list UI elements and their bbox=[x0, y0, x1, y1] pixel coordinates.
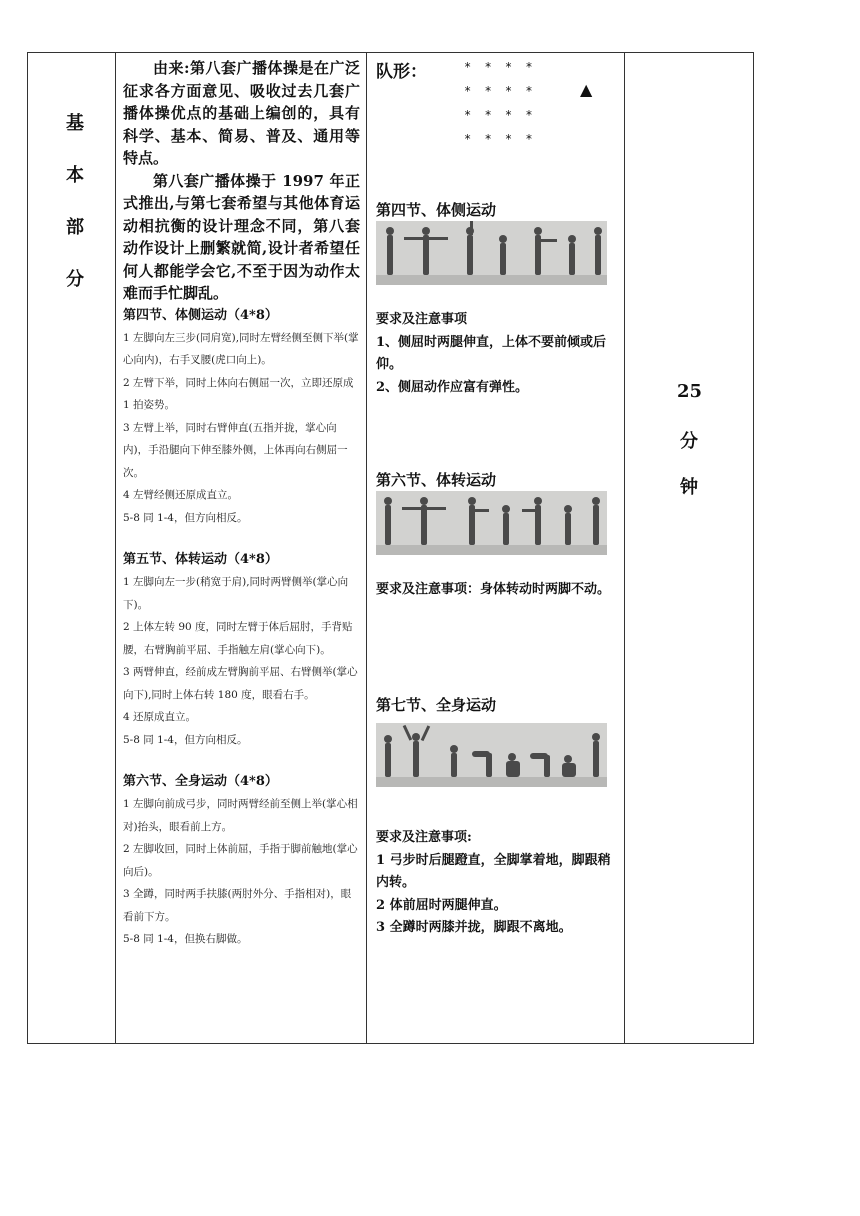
note-item: 1、侧屈时两腿伸直，上体不要前倾或后仰。 bbox=[376, 334, 607, 372]
exercise-title: 第四节、体侧运动 bbox=[376, 201, 497, 219]
duration-unit-char: 分 bbox=[680, 431, 698, 452]
exercise-section bbox=[123, 305, 360, 530]
notes-block bbox=[376, 827, 618, 940]
duration-cell bbox=[625, 53, 754, 1043]
illustration-cell bbox=[367, 53, 624, 1043]
lesson-plan-table bbox=[27, 52, 754, 1044]
exercise-title: 第六节、全身运动（4*8） bbox=[123, 774, 278, 789]
exercise-title: 第七节、全身运动 bbox=[376, 696, 497, 714]
intro-paragraph: 由来:第八套广播体操是在广泛征求各方面意见、吸收过去几套广播体操优点的基础上编创的，具有科学、基本、简易、普及、通用等特点。 bbox=[123, 59, 360, 167]
duration-unit-char: 钟 bbox=[680, 477, 698, 498]
exercise-section bbox=[123, 549, 360, 751]
exercise-step: 2 上体左转 90 度，同时左臂于体后屈肘，手背贴腰，右臂胸前平屈、手指触左肩(掌心向下)。 bbox=[123, 621, 353, 656]
exercise-step: 1 左脚向左三步(同肩宽),同时左臂经侧至侧下举(掌心向内)，右手叉腰(虎口向上)。 bbox=[123, 331, 359, 366]
note-item: 3 全蹲时两膝并拢，脚跟不离地。 bbox=[376, 920, 572, 935]
notes-heading: 要求及注意事项 bbox=[376, 312, 468, 327]
exercise-step: 1 左脚向前成弓步，同时两臂经前至侧上举(掌心相对)抬头，眼看前上方。 bbox=[123, 798, 358, 833]
exercise-illustration bbox=[376, 221, 607, 285]
content-cell bbox=[116, 53, 366, 1043]
intro-paragraph: 第八套广播体操于 1997 年正式推出,与第七套希望与其他体育运动相抗衡的设计理念不同，第八套动作设计上删繁就简,设计者希望任何人都能学会它,不至于因为动作太难而手忙脚乱。 bbox=[123, 171, 360, 302]
notes-heading: 要求及注意事项：身体转动时两脚不动。 bbox=[376, 582, 611, 597]
exercise-title: 第五节、体转运动（4*8） bbox=[123, 552, 278, 567]
intro-text bbox=[123, 57, 360, 305]
exercise-illustration bbox=[376, 723, 607, 787]
formation-row: * * * * bbox=[464, 60, 536, 74]
exercise-step: 3 全蹲，同时两手扶膝(两肘外分、手指相对)，眼看前下方。 bbox=[123, 888, 352, 923]
exercise-title: 第四节、体侧运动（4*8） bbox=[123, 307, 278, 323]
exercise-step: 2 左臂下举，同时上体向右侧屈一次，立即还原成 1 拍姿势。 bbox=[123, 376, 354, 411]
exercise-title: 第六节、体转运动 bbox=[376, 471, 497, 489]
formation-row: * * * * bbox=[464, 108, 536, 122]
formation-row: * * * * bbox=[464, 84, 536, 98]
notes-block bbox=[376, 309, 618, 399]
section-label-char: 本 bbox=[66, 165, 84, 186]
exercise-step: 4 还原成直立。 bbox=[123, 711, 197, 723]
exercise-step: 5-8 同 1-4，但方向相反。 bbox=[123, 733, 248, 746]
section-label-cell bbox=[28, 53, 115, 1043]
teacher-position-marker: ▲ bbox=[580, 80, 593, 99]
exercise-section bbox=[123, 771, 360, 951]
notes-block bbox=[376, 579, 618, 602]
formation-row: * * * * bbox=[464, 132, 536, 146]
section-label-char: 分 bbox=[66, 269, 84, 290]
notes-heading: 要求及注意事项: bbox=[376, 830, 472, 845]
note-item: 1 弓步时后腿蹬直，全脚掌着地，脚跟稍内转。 bbox=[376, 852, 611, 890]
formation-label: 队形： bbox=[376, 62, 427, 82]
section-label-char: 部 bbox=[66, 217, 84, 238]
exercise-step: 1 左脚向左一步(稍宽于肩),同时两臂侧举(掌心向下)。 bbox=[123, 576, 349, 611]
exercise-step: 5-8 同 1-4，但方向相反。 bbox=[123, 511, 248, 524]
note-item: 2、侧屈动作应富有弹性。 bbox=[376, 379, 529, 395]
exercise-illustration bbox=[376, 491, 607, 555]
section-label-char: 基 bbox=[66, 113, 84, 134]
exercise-step: 4 左臂经侧还原成直立。 bbox=[123, 489, 239, 501]
note-item: 2 体前屈时两腿伸直。 bbox=[376, 897, 507, 913]
exercise-step: 3 两臂伸直，经前成左臂胸前平屈、右臂侧举(掌心向下),同时上体右转 180 度，眼看右手。 bbox=[123, 666, 358, 701]
exercise-step: 3 左臂上举，同时右臂伸直(五指并拢，掌心向内)，手沿腿向下伸至膝外侧，上体再向右侧屈一次。 bbox=[123, 421, 348, 479]
exercise-step: 5-8 同 1-4，但换右脚做。 bbox=[123, 933, 248, 945]
duration-value: 25 bbox=[677, 381, 703, 402]
exercise-step: 2 左脚收回，同时上体前屈，手指于脚前触地(掌心向后)。 bbox=[123, 843, 358, 878]
